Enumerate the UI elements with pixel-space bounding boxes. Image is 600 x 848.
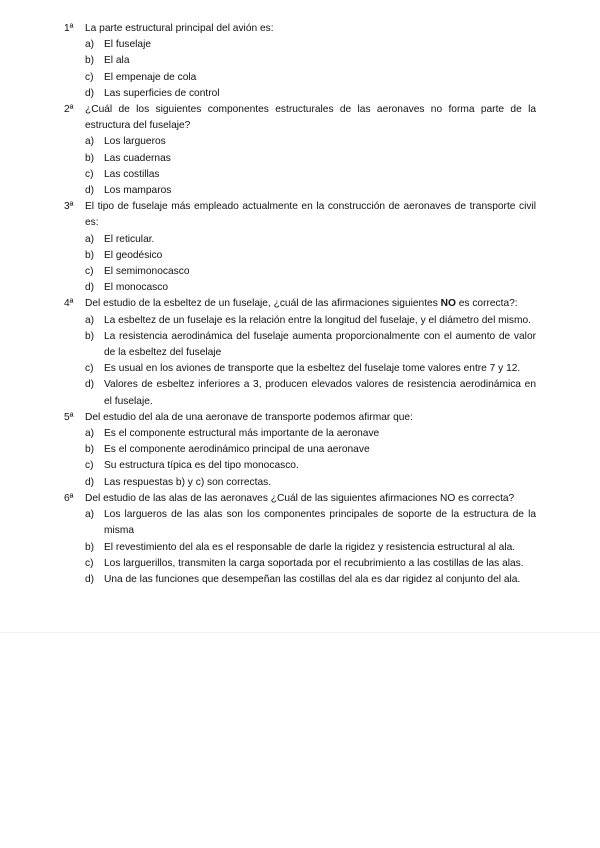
option-text: Es el componente estructural más importante de la aeronave [104,428,380,440]
option-text: Los largueros de las alas son los componentes principales de soporte de la estructura de la misma [104,509,536,537]
question-4-stem [64,296,536,312]
option-letter: c) [85,168,94,180]
option-a [64,313,536,329]
question-number: 5ª [64,411,74,423]
question-4-options [64,313,536,410]
question-1 [64,21,536,102]
question-text-part: Del estudio de la esbeltez de un fuselaje, ¿cuál de las afirmaciones siguientes [85,298,441,310]
option-d [64,572,536,588]
option-a [64,134,536,150]
option-text: Las cuadernas [104,152,171,164]
option-letter: b) [85,330,95,342]
question-text: Del estudio del ala de una aeronave de transporte podemos afirmar que: [85,411,413,423]
option-text: El fuselaje [104,39,152,51]
option-a [64,426,536,442]
option-text: Los mamparos [104,185,172,197]
option-text: El geodésico [104,249,163,261]
option-b [64,151,536,167]
question-6 [64,491,536,588]
option-letter: b) [85,541,95,553]
option-letter: b) [85,55,95,67]
option-text: Una de las funciones que desempeñan las costillas del ala es dar rigidez al conjunto del ala. [104,573,521,585]
option-c [64,458,536,474]
question-text: Del estudio de las alas de las aeronaves ¿Cuál de las siguientes afirmaciones NO es correcta? [85,492,515,504]
option-a [64,37,536,53]
question-3-stem [64,199,536,231]
question-6-stem [64,491,536,507]
option-text: Las costillas [104,168,160,180]
option-b [64,442,536,458]
option-b [64,329,536,361]
option-text: El empenaje de cola [104,71,197,83]
option-a [64,507,536,539]
option-text: El ala [104,55,130,67]
question-5-stem [64,410,536,426]
option-text: La esbeltez de un fuselaje es la relación entre la longitud del fuselaje, y el diámetro del mismo. [104,314,531,326]
question-2-stem [64,102,536,134]
option-d [64,183,536,199]
option-letter: d) [85,87,95,99]
option-text: Es el componente aerodinámico principal de una aeronave [104,444,370,456]
question-number: 4ª [64,298,74,310]
question-2 [64,102,536,199]
option-text: Los largueros [104,136,166,148]
option-letter: a) [85,39,95,51]
option-c [64,361,536,377]
option-letter: d) [85,185,95,197]
option-letter: c) [85,363,94,375]
question-text [85,296,536,312]
question-3-options [64,232,536,297]
option-letter: a) [85,136,95,148]
option-letter: a) [85,233,95,245]
option-d [64,280,536,296]
option-c [64,70,536,86]
option-text: El monocasco [104,282,168,294]
question-text-emphasis: NO [440,298,456,310]
option-a [64,232,536,248]
option-c [64,264,536,280]
option-text: El reticular. [104,233,155,245]
option-text: Es usual en los aviones de transporte que la esbeltez del fuselaje tome valores entre 7 y 12. [104,363,521,375]
option-c [64,556,536,572]
option-letter: a) [85,428,95,440]
question-text-part: es correcta?: [455,298,518,310]
question-2-options [64,134,536,199]
option-d [64,86,536,102]
option-text: Las respuestas b) y c) son correctas. [104,476,272,488]
option-letter: d) [85,379,95,391]
option-letter: a) [85,509,95,521]
option-b [64,540,536,556]
question-number: 6ª [64,492,74,504]
question-text: El tipo de fuselaje más empleado actualmente en la construcción de aeronaves de transporte civil es: [85,201,536,229]
question-6-options [64,507,536,588]
question-1-options [64,37,536,102]
option-letter: b) [85,444,95,456]
question-text: ¿Cuál de los siguientes componentes estructurales de las aeronaves no forma parte de la estructura del fuselaje? [85,104,536,132]
question-5-options [64,426,536,491]
option-d [64,475,536,491]
option-letter: d) [85,476,95,488]
option-c [64,167,536,183]
option-letter: d) [85,573,95,585]
question-text: La parte estructural principal del avión es: [85,23,274,34]
option-letter: b) [85,152,95,164]
option-text: El semimonocasco [104,266,190,278]
option-letter: c) [85,557,94,569]
question-number: 2ª [64,104,74,116]
question-number: 3ª [64,201,74,213]
option-letter: c) [85,460,94,472]
option-b [64,53,536,69]
question-number: 1ª [64,23,74,34]
option-text: Las superficies de control [104,87,220,99]
question-4 [64,296,536,409]
option-letter: a) [85,314,95,326]
option-d [64,377,536,409]
question-5 [64,410,536,491]
option-text: La resistencia aerodinámica del fuselaje aumenta proporcionalmente con el aumento de valor de la esbeltez del fuselaje [104,330,536,359]
option-text: El revestimiento del ala es el responsable de darle la rigidez y resistencia estructural al ala. [104,541,516,553]
option-letter: d) [85,282,95,294]
question-3 [64,199,536,296]
question-1-stem [64,21,536,37]
option-letter: c) [85,266,94,278]
option-letter: b) [85,249,95,261]
question-list [64,21,536,588]
option-b [64,248,536,264]
option-text: Su estructura típica es del tipo monocasco. [104,460,299,472]
option-letter: c) [85,71,94,83]
option-text: Valores de esbeltez inferiores a 3, producen elevados valores de resistencia aerodinámica en el fuselaje. [104,379,536,407]
option-text: Los larguerillos, transmiten la carga soportada por el recubrimiento a las costillas de las alas. [104,557,524,569]
